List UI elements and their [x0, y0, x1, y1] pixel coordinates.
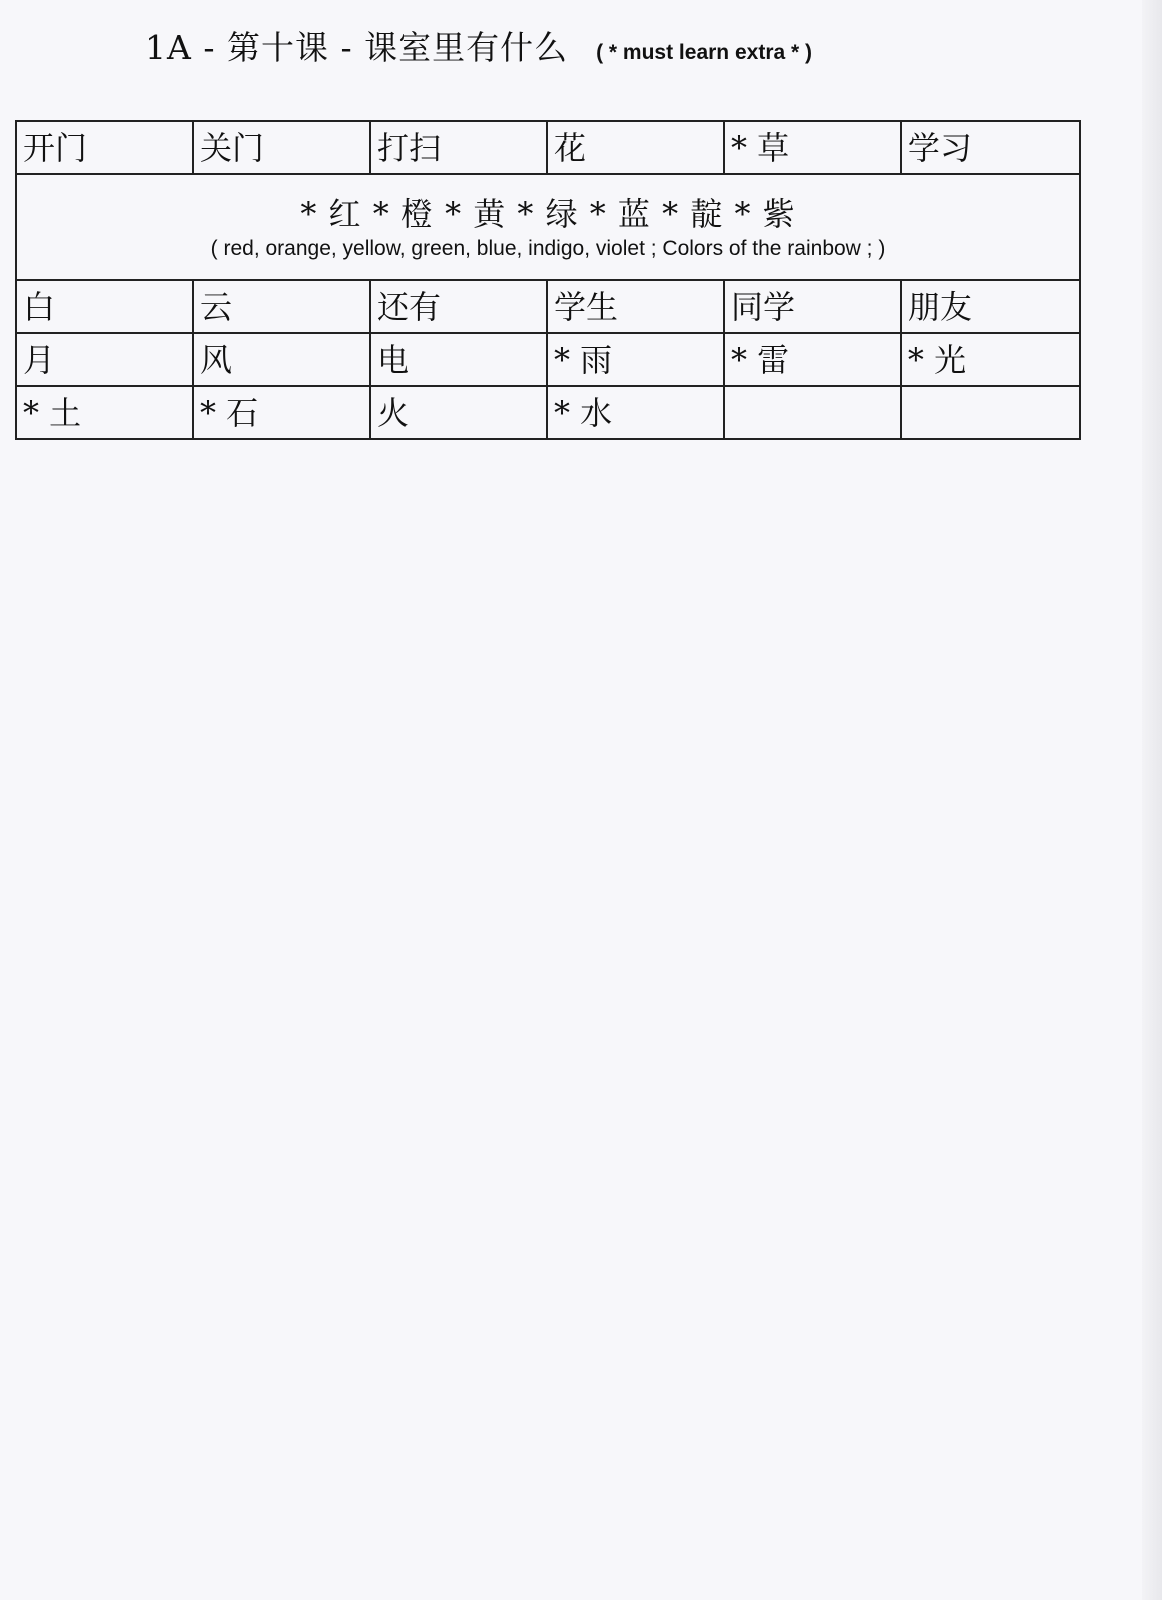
- vocab-cell: * 光: [901, 333, 1080, 386]
- vocab-cell: 还有: [370, 280, 547, 333]
- vocabulary-table: [15, 120, 1081, 440]
- table-row: [16, 174, 1080, 280]
- table-row: [16, 386, 1080, 439]
- page-title: [145, 22, 812, 72]
- vocab-cell: 风: [193, 333, 370, 386]
- rainbow-colors-chars: * 红 * 橙 * 黄 * 绿 * 蓝 * 靛 * 紫: [300, 194, 796, 233]
- vocab-cell: 花: [547, 121, 724, 174]
- lesson-title: 1A - 第十课 - 课室里有什么: [145, 28, 569, 67]
- extra-note: ( * must learn extra * ): [596, 41, 812, 64]
- vocab-cell: [724, 386, 901, 439]
- vocab-cell: 学生: [547, 280, 724, 333]
- table-row: [16, 333, 1080, 386]
- rainbow-colors-cell: [16, 174, 1080, 280]
- rainbow-colors-note: ( red, orange, yellow, green, blue, indigo, violet ; Colors of the rainbow ; ): [210, 236, 886, 260]
- table-row: [16, 280, 1080, 333]
- vocab-cell: 白: [16, 280, 193, 333]
- vocab-cell: 关门: [193, 121, 370, 174]
- page-edge: [1142, 0, 1162, 1600]
- vocab-cell: * 水: [547, 386, 724, 439]
- vocab-cell: * 土: [16, 386, 193, 439]
- table-row: [16, 121, 1080, 174]
- vocab-cell: 开门: [16, 121, 193, 174]
- vocab-cell: * 石: [193, 386, 370, 439]
- vocab-cell: 打扫: [370, 121, 547, 174]
- vocab-cell: 云: [193, 280, 370, 333]
- vocab-cell: 火: [370, 386, 547, 439]
- vocab-cell: 朋友: [901, 280, 1080, 333]
- vocab-cell: * 雷: [724, 333, 901, 386]
- vocab-cell: * 雨: [547, 333, 724, 386]
- vocab-cell: [901, 386, 1080, 439]
- vocab-cell: 学习: [901, 121, 1080, 174]
- vocab-cell: 月: [16, 333, 193, 386]
- vocab-cell: 电: [370, 333, 547, 386]
- vocab-cell: 同学: [724, 280, 901, 333]
- vocab-cell: * 草: [724, 121, 901, 174]
